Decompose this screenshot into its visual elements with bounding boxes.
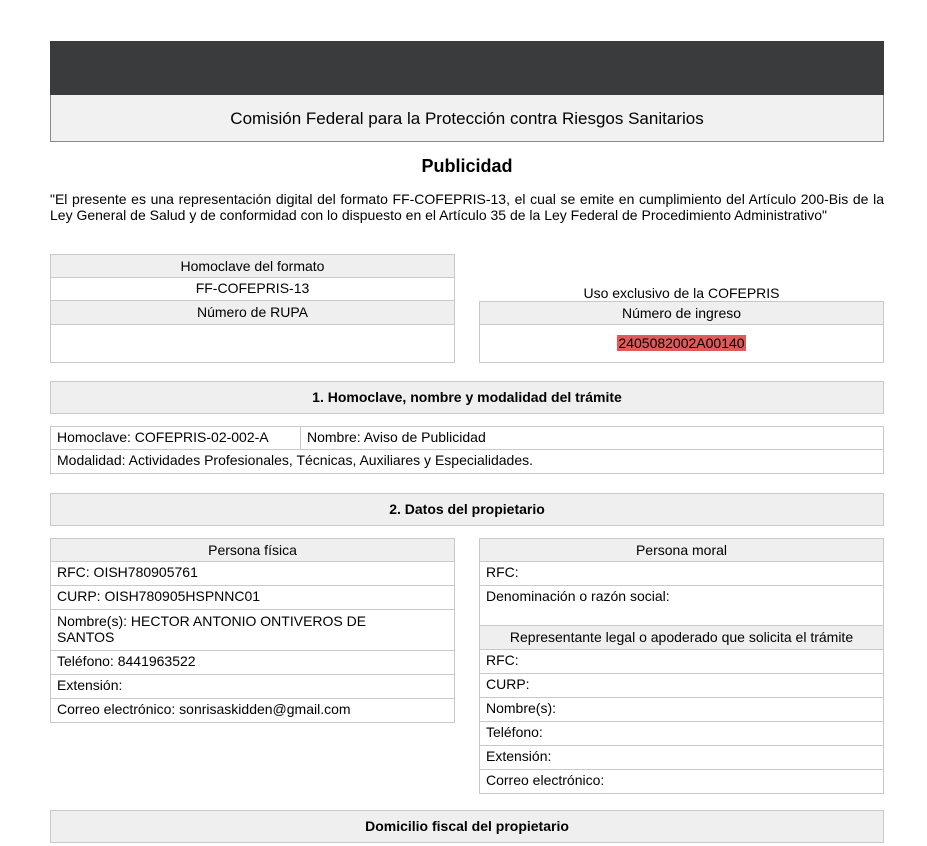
section2-title: 2. Datos del propietario [50,493,884,526]
moral-denominacion: Denominación o razón social: [479,586,884,626]
header-bar [50,41,884,95]
section1-modalidad: Modalidad: Actividades Profesionales, Técnicas, Auxiliares y Especialidades. [50,449,884,474]
rep-correo: Correo electrónico: [479,770,884,794]
fisica-curp: CURP: OISH780905HSPNNC01 [50,586,455,610]
section1-homoclave: Homoclave: COFEPRIS-02-002-A [50,426,301,450]
fisica-correo: Correo electrónico: sonrisaskidden@gmail.com [50,699,455,723]
document-title: Publicidad [421,156,513,176]
rep-extension: Extensión: [479,746,884,770]
rupa-value [50,325,455,363]
persona-moral-header: Persona moral [479,538,884,562]
fisica-telefono: Teléfono: 8441963522 [50,651,455,675]
rep-nombre: Nombre(s): [479,698,884,722]
fisica-extension: Extensión: [50,675,455,699]
section3-title: Domicilio fiscal del propietario [50,810,884,843]
ingreso-value: 2405082002A00140 [618,335,745,351]
rep-curp: CURP: [479,674,884,698]
homoclave-format-value: FF-COFEPRIS-13 [50,278,455,301]
section1-title: 1. Homoclave, nombre y modalidad del trámite [50,381,884,414]
ingreso-label: Número de ingreso [479,301,884,325]
intro-paragraph: "El presente es una representación digital del formato FF-COFEPRIS-13, el cual se emite en cumplimiento del Artículo 200-Bis de la Ley General de Salud y de conformidad con lo dispuesto en el Artículo 35 de la Ley Federal de Procedimiento Administrativo" [50,191,884,223]
moral-rfc: RFC: [479,562,884,586]
rep-rfc: RFC: [479,650,884,674]
fisica-nombre: Nombre(s): HECTOR ANTONIO ONTIVEROS DE SANTOS [50,610,455,651]
section1-nombre: Nombre: Aviso de Publicidad [300,426,884,450]
agency-name: Comisión Federal para la Protección contra Riesgos Sanitarios [50,95,884,142]
exclusive-use-label: Uso exclusivo de la COFEPRIS [583,285,780,301]
representante-header: Representante legal o apoderado que solicita el trámite [479,626,884,650]
fisica-rfc: RFC: OISH780905761 [50,562,455,586]
homoclave-format-label: Homoclave del formato [50,254,455,278]
rupa-label: Número de RUPA [50,301,455,325]
persona-fisica-header: Persona física [50,538,455,562]
ingreso-value-cell [479,325,884,363]
rep-telefono: Teléfono: [479,722,884,746]
